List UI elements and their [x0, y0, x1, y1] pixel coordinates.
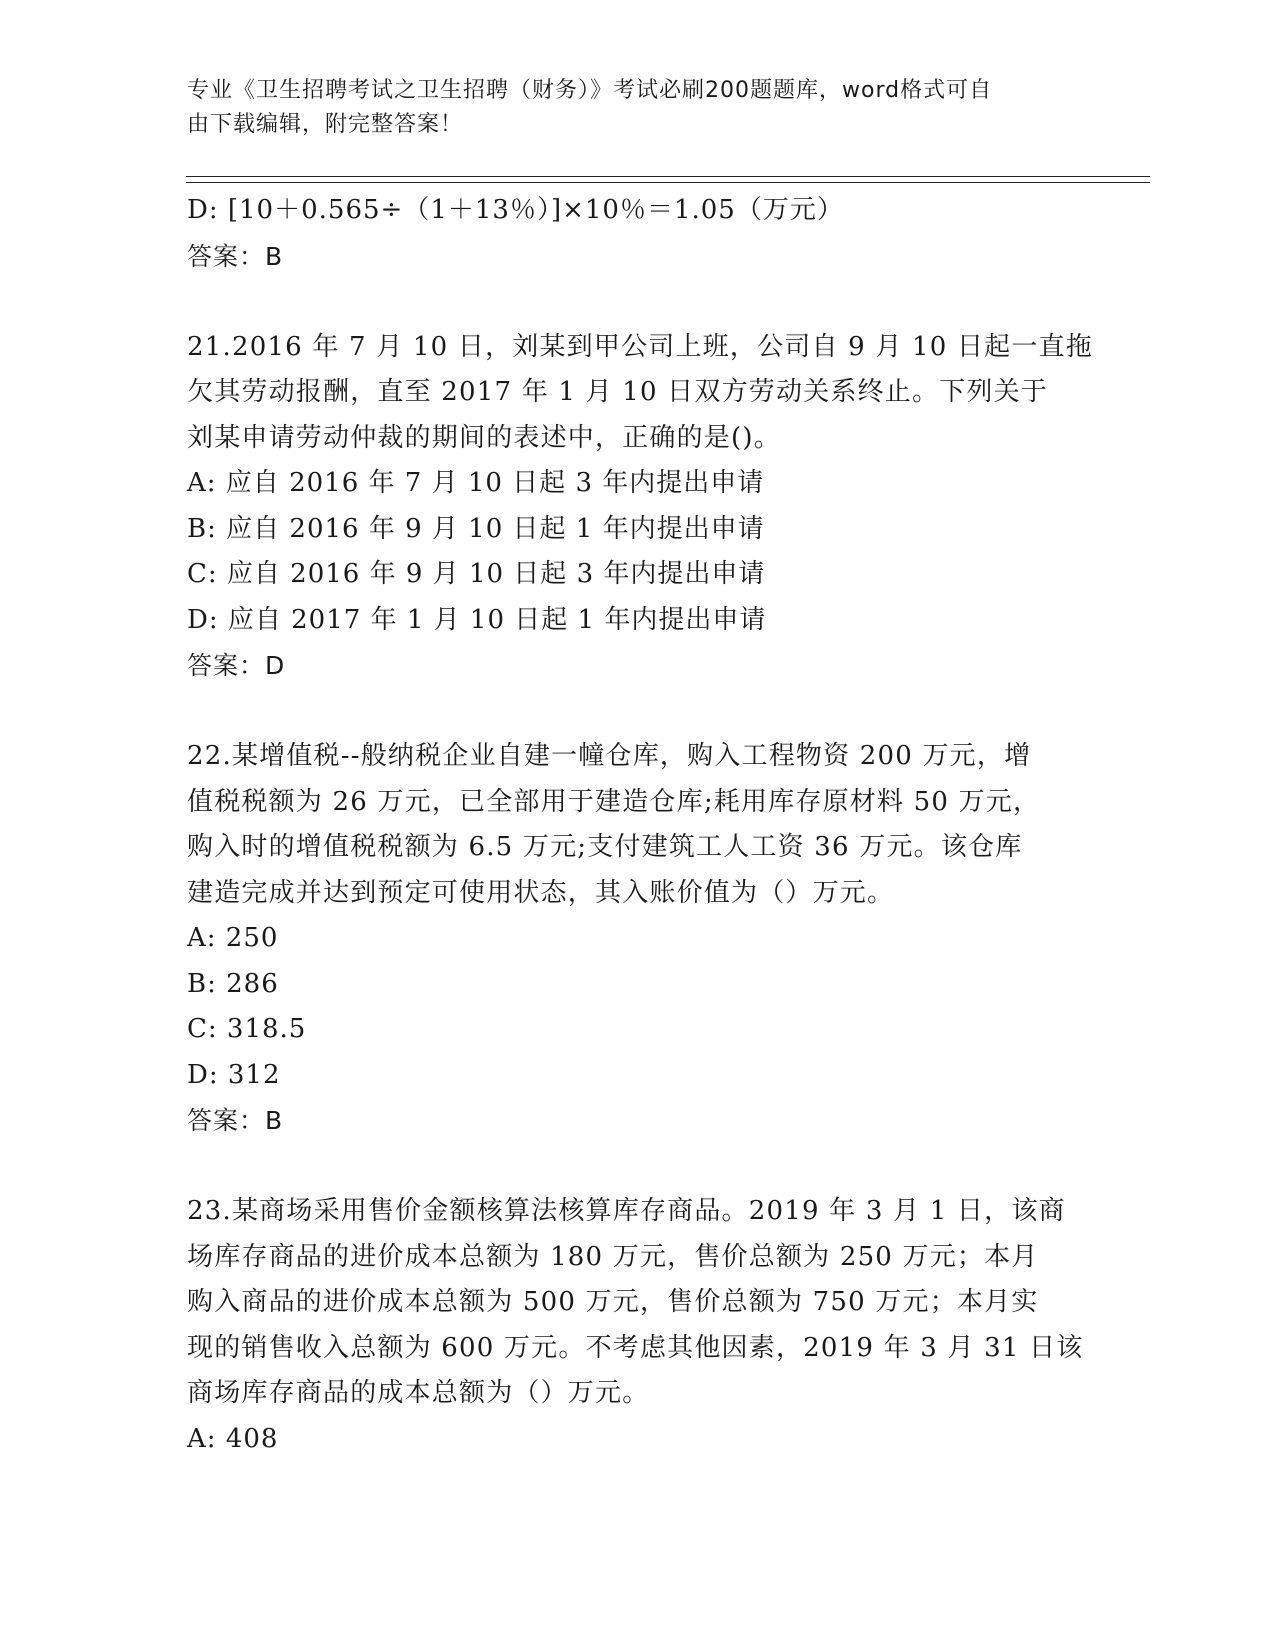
header-line-1: 专业《卫生招聘考试之卫生招聘（财务）》考试必刷200题题库，word格式可自 — [187, 78, 993, 103]
option-d: D: 应自 2017 年 1 月 10 日起 1 年内提出申请 — [187, 604, 767, 635]
answer: 答案：D — [187, 651, 286, 680]
question-text-line: 商场库存商品的成本总额为（）万元。 — [187, 1378, 650, 1408]
question-text-line: 21.2016 年 7 月 10 日，刘某到甲公司上班，公司自 9 月 10 日起一直拖 — [187, 331, 1093, 362]
option-d: D: 312 — [187, 1059, 281, 1090]
header-rule-top — [186, 176, 1150, 177]
spacer — [187, 279, 1107, 325]
header-line-2: 由下载编辑，附完整答案！ — [187, 112, 464, 137]
question-text-line: 购入商品的进价成本总额为 500 万元，售价总额为 750 万元；本月实 — [187, 1287, 1039, 1317]
question-text-line: 值税税额为 26 万元，已全部用于建造仓库;耗用库存原材料 50 万元， — [187, 786, 1041, 817]
question-text-line: 场库存商品的进价成本总额为 180 万元，售价总额为 250 万元；本月 — [187, 1241, 1039, 1272]
option-b: B: 应自 2016 年 9 月 10 日起 1 年内提出申请 — [187, 513, 765, 544]
question-text-line: 建造完成并达到预定可使用状态，其入账价值为（）万元。 — [187, 877, 895, 908]
question-text-line: 23.某商场采用售价金额核算法核算库存商品。2019 年 3 月 1 日，该商 — [187, 1196, 1066, 1226]
option-a: A: 408 — [187, 1423, 279, 1454]
question-text-line: 现的销售收入总额为 600 万元。不考虑其他因素，2019 年 3 月 31 日该 — [187, 1332, 1084, 1363]
prev-option-d: D: [10＋0.565÷（1＋13％）]×10％＝1.05（万元） — [187, 195, 844, 225]
document-header — [187, 74, 1087, 142]
option-c: C: 应自 2016 年 9 月 10 日起 3 年内提出申请 — [187, 559, 766, 589]
option-b: B: 286 — [187, 968, 279, 999]
spacer — [187, 689, 1107, 735]
option-c: C: 318.5 — [187, 1014, 307, 1044]
question-text-line: 购入时的增值税税额为 6.5 万元;支付建筑工人工资 36 万元。该仓库 — [187, 832, 1023, 862]
question-text-line: 刘某申请劳动仲裁的期间的表述中，正确的是()。 — [187, 422, 781, 453]
header-rule-bottom — [186, 182, 1150, 183]
question-text-line: 22.某增值税--般纳税企业自建一幢仓库，购入工程物资 200 万元，增 — [187, 741, 1032, 771]
question-text-line: 欠其劳动报酬，直至 2017 年 1 月 10 日双方劳动关系终止。下列关于 — [187, 377, 1048, 407]
question-23 — [187, 1189, 1107, 1417]
prev-answer: 答案：B — [187, 241, 284, 271]
option-a: A: 应自 2016 年 7 月 10 日起 3 年内提出申请 — [187, 468, 765, 498]
answer: 答案：B — [187, 1106, 284, 1135]
document-body — [187, 188, 1107, 1462]
spacer — [187, 1144, 1107, 1190]
option-a: A: 250 — [187, 923, 279, 953]
question-21 — [187, 325, 1107, 462]
question-22 — [187, 734, 1107, 916]
